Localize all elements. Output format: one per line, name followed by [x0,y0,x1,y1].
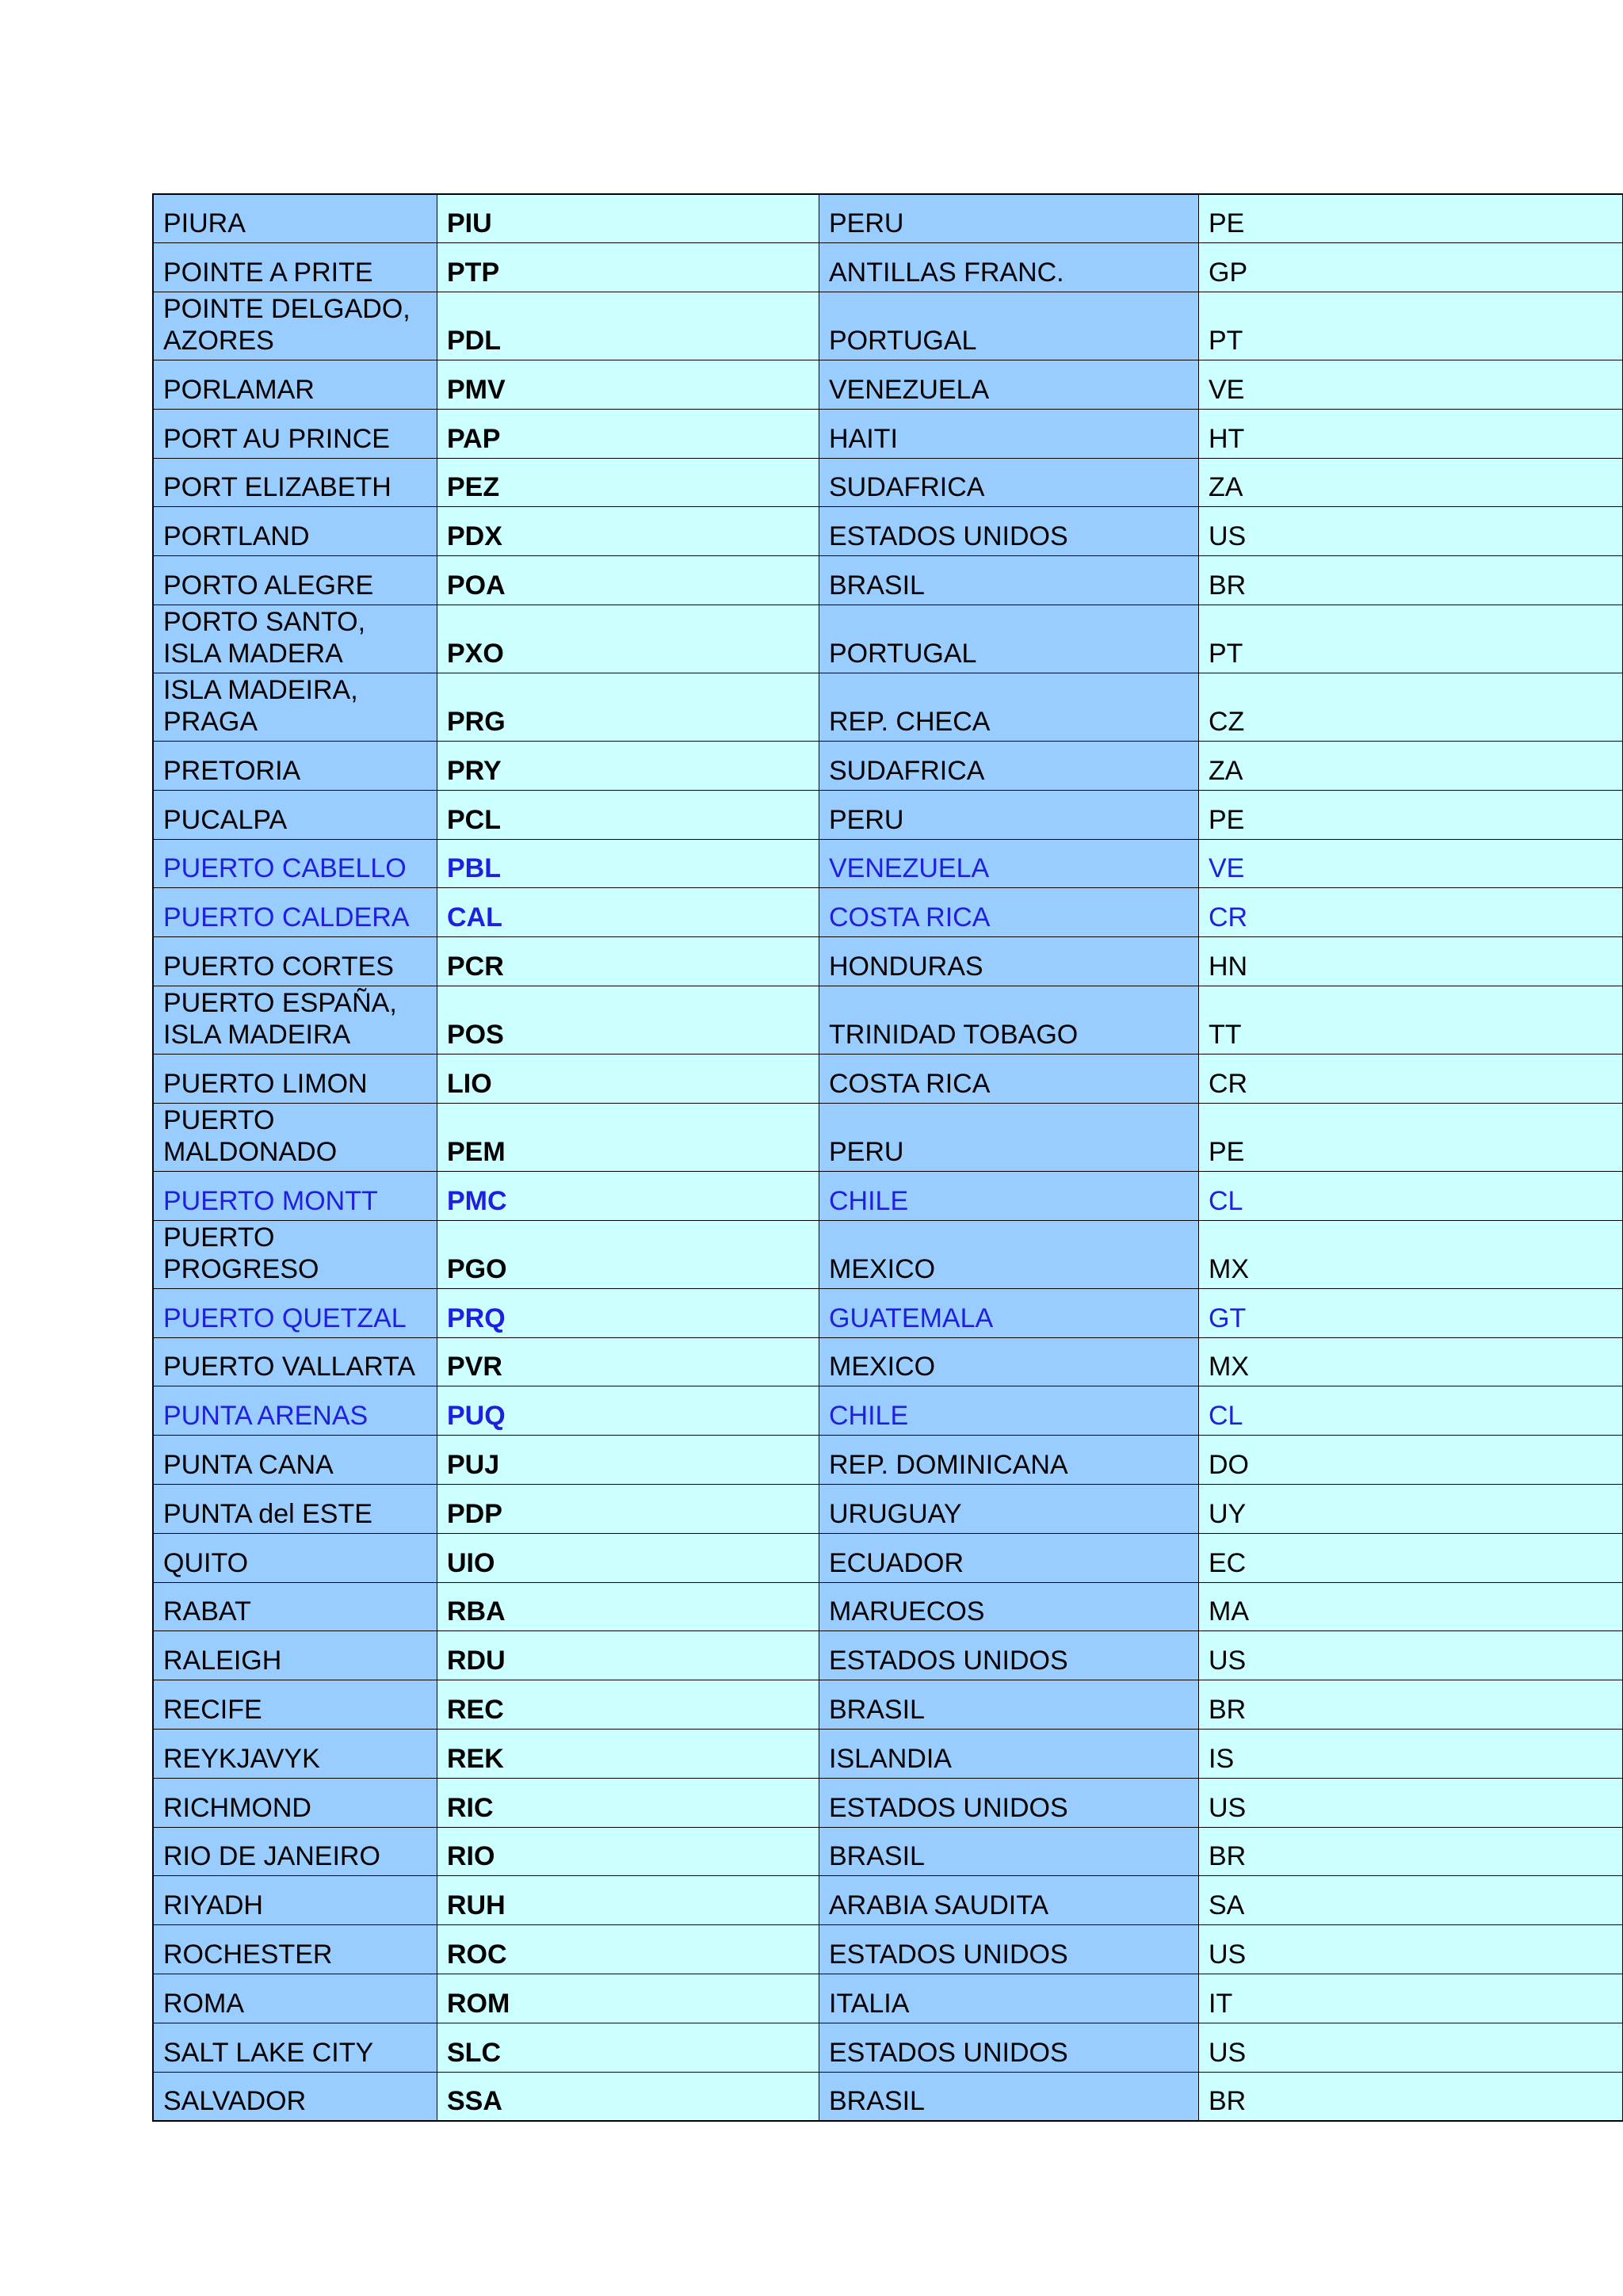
country-cell: VENEZUELA [819,839,1199,888]
country-iso-cell: PE [1199,194,1623,243]
country-iso-cell: HN [1199,937,1623,986]
airport-code-cell: UIO [437,1533,819,1582]
city-cell: ROCHESTER [153,1925,437,1974]
city-cell: PUERTO QUETZAL [153,1288,437,1337]
city-cell: PUNTA ARENAS [153,1386,437,1436]
city-cell: PUERTO MONTT [153,1171,437,1220]
country-cell: ANTILLAS FRANC. [819,243,1199,292]
city-cell: POINTE DELGADO, AZORES [153,292,437,360]
airport-code-cell: RDU [437,1631,819,1680]
airport-code-cell: PBL [437,839,819,888]
country-cell: ESTADOS UNIDOS [819,507,1199,556]
country-cell: PERU [819,194,1199,243]
country-iso-cell: BR [1199,1827,1623,1876]
airport-code-cell: RIC [437,1778,819,1827]
table-row [153,937,1623,986]
country-cell: ESTADOS UNIDOS [819,1778,1199,1827]
table-row [153,1925,1623,1974]
country-iso-cell: PE [1199,790,1623,839]
country-iso-cell: CL [1199,1386,1623,1436]
airport-code-cell: PMV [437,360,819,410]
airport-code-cell: RUH [437,1876,819,1925]
table-row [153,839,1623,888]
table-row [153,605,1623,673]
airport-code-cell: POS [437,986,819,1055]
country-cell: REP. CHECA [819,673,1199,742]
city-cell: PORTO SANTO, ISLA MADERA [153,605,437,673]
country-iso-cell: VE [1199,839,1623,888]
country-iso-cell: GP [1199,243,1623,292]
airport-code-cell: PRQ [437,1288,819,1337]
airport-code-cell: PCR [437,937,819,986]
country-cell: MEXICO [819,1220,1199,1288]
country-cell: REP. DOMINICANA [819,1436,1199,1485]
country-cell: URUGUAY [819,1485,1199,1534]
city-cell: PORT AU PRINCE [153,409,437,458]
city-cell: RIYADH [153,1876,437,1925]
city-cell: PORLAMAR [153,360,437,410]
airport-code-cell: ROC [437,1925,819,1974]
table-row [153,2023,1623,2072]
airport-code-cell: PDL [437,292,819,360]
country-iso-cell: BR [1199,2072,1623,2121]
city-cell: QUITO [153,1533,437,1582]
city-cell: RABAT [153,1582,437,1631]
country-cell: PORTUGAL [819,605,1199,673]
airport-code-cell: PRY [437,742,819,791]
table-row [153,507,1623,556]
country-iso-cell: US [1199,507,1623,556]
city-cell: PUNTA del ESTE [153,1485,437,1534]
table-row [153,1680,1623,1730]
country-cell: PERU [819,1103,1199,1171]
country-cell: HAITI [819,409,1199,458]
country-cell: COSTA RICA [819,888,1199,937]
table-row [153,1876,1623,1925]
country-iso-cell: PT [1199,292,1623,360]
airport-code-cell: PEZ [437,458,819,507]
table-row [153,1533,1623,1582]
airport-code-cell: PGO [437,1220,819,1288]
country-iso-cell: US [1199,1778,1623,1827]
airport-code-cell: ROM [437,1974,819,2023]
airport-code-cell: REK [437,1730,819,1779]
country-cell: VENEZUELA [819,360,1199,410]
country-iso-cell: BR [1199,1680,1623,1730]
city-cell: PUERTO CORTES [153,937,437,986]
city-cell: PUERTO CABELLO [153,839,437,888]
country-iso-cell: HT [1199,409,1623,458]
country-iso-cell: ZA [1199,458,1623,507]
country-cell: ESTADOS UNIDOS [819,1631,1199,1680]
city-cell: SALT LAKE CITY [153,2023,437,2072]
table-row [153,790,1623,839]
country-iso-cell: CL [1199,1171,1623,1220]
table-row [153,1220,1623,1288]
country-cell: TRINIDAD TOBAGO [819,986,1199,1055]
country-iso-cell: US [1199,1631,1623,1680]
country-iso-cell: IT [1199,1974,1623,2023]
country-iso-cell: US [1199,1925,1623,1974]
table-row [153,1288,1623,1337]
country-cell: ARABIA SAUDITA [819,1876,1199,1925]
city-cell: PUCALPA [153,790,437,839]
country-cell: SUDAFRICA [819,742,1199,791]
table-row [153,243,1623,292]
country-iso-cell: CR [1199,888,1623,937]
table-row [153,986,1623,1055]
table-row [153,1582,1623,1631]
airport-code-cell: PUJ [437,1436,819,1485]
table-row [153,1386,1623,1436]
airport-code-cell: PEM [437,1103,819,1171]
city-cell: ROMA [153,1974,437,2023]
country-cell: MEXICO [819,1337,1199,1386]
table-row [153,2072,1623,2121]
table-row [153,1055,1623,1104]
airport-code-cell: PDP [437,1485,819,1534]
city-cell: PUNTA CANA [153,1436,437,1485]
table-row [153,556,1623,605]
table-row [153,1337,1623,1386]
airport-code-cell: POA [437,556,819,605]
city-cell: SALVADOR [153,2072,437,2121]
airport-code-cell: PIU [437,194,819,243]
table-row [153,1827,1623,1876]
table-row [153,1171,1623,1220]
country-cell: COSTA RICA [819,1055,1199,1104]
city-cell: ISLA MADEIRA, PRAGA [153,673,437,742]
airport-code-cell: PDX [437,507,819,556]
table-row [153,742,1623,791]
country-iso-cell: BR [1199,556,1623,605]
country-cell: SUDAFRICA [819,458,1199,507]
airport-code-cell: RBA [437,1582,819,1631]
country-cell: PERU [819,790,1199,839]
country-iso-cell: VE [1199,360,1623,410]
table-row [153,1974,1623,2023]
city-cell: PRETORIA [153,742,437,791]
country-iso-cell: GT [1199,1288,1623,1337]
city-cell: PUERTO CALDERA [153,888,437,937]
country-cell: BRASIL [819,1680,1199,1730]
table-row [153,194,1623,243]
country-cell: CHILE [819,1171,1199,1220]
country-cell: ITALIA [819,1974,1199,2023]
country-iso-cell: MA [1199,1582,1623,1631]
airport-code-cell: SLC [437,2023,819,2072]
country-iso-cell: MX [1199,1337,1623,1386]
country-cell: CHILE [819,1386,1199,1436]
table-row [153,292,1623,360]
country-iso-cell: PT [1199,605,1623,673]
country-iso-cell: IS [1199,1730,1623,1779]
table-row [153,1778,1623,1827]
country-iso-cell: MX [1199,1220,1623,1288]
country-iso-cell: EC [1199,1533,1623,1582]
city-cell: PUERTO MALDONADO [153,1103,437,1171]
country-cell: ECUADOR [819,1533,1199,1582]
country-cell: BRASIL [819,2072,1199,2121]
city-cell: POINTE A PRITE [153,243,437,292]
table-row [153,1730,1623,1779]
airport-code-cell: PCL [437,790,819,839]
country-iso-cell: TT [1199,986,1623,1055]
country-iso-cell: UY [1199,1485,1623,1534]
table-row [153,409,1623,458]
airport-code-cell: LIO [437,1055,819,1104]
city-cell: RIO DE JANEIRO [153,1827,437,1876]
city-cell: PUERTO ESPAÑA, ISLA MADEIRA [153,986,437,1055]
country-cell: HONDURAS [819,937,1199,986]
table-row [153,1103,1623,1171]
airport-code-cell: PVR [437,1337,819,1386]
country-iso-cell: PE [1199,1103,1623,1171]
city-cell: PORT ELIZABETH [153,458,437,507]
city-cell: PUERTO PROGRESO [153,1220,437,1288]
country-cell: ISLANDIA [819,1730,1199,1779]
country-cell: MARUECOS [819,1582,1199,1631]
country-cell: ESTADOS UNIDOS [819,2023,1199,2072]
airport-code-cell: SSA [437,2072,819,2121]
country-iso-cell: CZ [1199,673,1623,742]
country-cell: ESTADOS UNIDOS [819,1925,1199,1974]
table-row [153,458,1623,507]
city-cell: PORTLAND [153,507,437,556]
country-cell: PORTUGAL [819,292,1199,360]
country-cell: GUATEMALA [819,1288,1199,1337]
airport-code-cell: PTP [437,243,819,292]
city-cell: RICHMOND [153,1778,437,1827]
airport-code-cell: PXO [437,605,819,673]
airport-codes-table [152,193,1623,2122]
airport-code-cell: REC [437,1680,819,1730]
country-iso-cell: US [1199,2023,1623,2072]
country-cell: BRASIL [819,1827,1199,1876]
airport-code-cell: PRG [437,673,819,742]
table-row [153,888,1623,937]
table-row [153,1436,1623,1485]
city-cell: RECIFE [153,1680,437,1730]
airport-code-cell: RIO [437,1827,819,1876]
country-iso-cell: ZA [1199,742,1623,791]
airport-code-cell: PMC [437,1171,819,1220]
city-cell: REYKJAVYK [153,1730,437,1779]
table-row [153,673,1623,742]
city-cell: PUERTO LIMON [153,1055,437,1104]
table-row [153,360,1623,410]
table-row [153,1485,1623,1534]
country-iso-cell: DO [1199,1436,1623,1485]
city-cell: RALEIGH [153,1631,437,1680]
city-cell: PIURA [153,194,437,243]
airport-code-cell: PAP [437,409,819,458]
city-cell: PUERTO VALLARTA [153,1337,437,1386]
airport-code-cell: CAL [437,888,819,937]
country-cell: BRASIL [819,556,1199,605]
country-iso-cell: CR [1199,1055,1623,1104]
city-cell: PORTO ALEGRE [153,556,437,605]
airport-code-cell: PUQ [437,1386,819,1436]
airport-table-body [153,194,1623,2121]
country-iso-cell: SA [1199,1876,1623,1925]
table-row [153,1631,1623,1680]
